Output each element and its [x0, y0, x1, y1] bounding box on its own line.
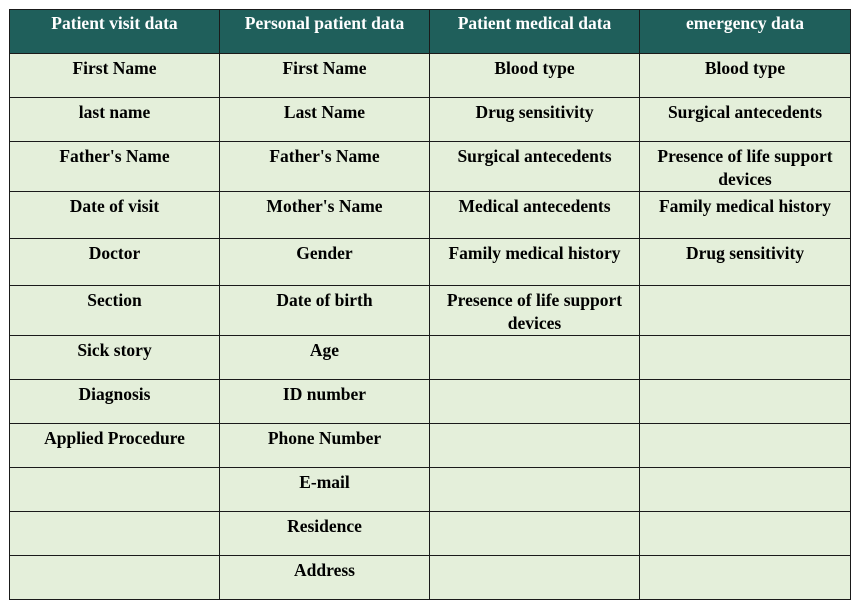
table-cell: Date of birth — [220, 286, 430, 336]
table-cell — [640, 336, 851, 380]
table-cell: Drug sensitivity — [430, 98, 640, 142]
table-row — [10, 512, 851, 556]
table-cell: Age — [220, 336, 430, 380]
table-cell: Surgical antecedents — [430, 142, 640, 192]
table-cell: Surgical antecedents — [640, 98, 851, 142]
table-cell: Family medical history — [430, 239, 640, 286]
table-cell: Blood type — [640, 54, 851, 98]
table-cell — [10, 512, 220, 556]
table-row — [10, 98, 851, 142]
table-cell: First Name — [220, 54, 430, 98]
table-row — [10, 380, 851, 424]
table-cell — [10, 556, 220, 600]
table-row — [10, 556, 851, 600]
table-cell — [430, 556, 640, 600]
table-cell: Applied Procedure — [10, 424, 220, 468]
table-cell: Date of visit — [10, 192, 220, 239]
table-cell — [640, 556, 851, 600]
table-row — [10, 54, 851, 98]
table-cell: Doctor — [10, 239, 220, 286]
header-row — [10, 10, 851, 54]
table-cell: last name — [10, 98, 220, 142]
table-cell: Blood type — [430, 54, 640, 98]
table-cell: Presence of life support devices — [430, 286, 640, 336]
table-row — [10, 192, 851, 239]
header-patient-visit-data: Patient visit data — [10, 10, 220, 54]
table-cell: Medical antecedents — [430, 192, 640, 239]
table-row — [10, 239, 851, 286]
table-cell: E-mail — [220, 468, 430, 512]
table-cell: Last Name — [220, 98, 430, 142]
table-cell: Family medical history — [640, 192, 851, 239]
table-cell: Residence — [220, 512, 430, 556]
table-cell: Diagnosis — [10, 380, 220, 424]
header-emergency-data: emergency data — [640, 10, 851, 54]
table-cell — [640, 380, 851, 424]
table-row — [10, 286, 851, 336]
table-cell: ID number — [220, 380, 430, 424]
table-cell: Sick story — [10, 336, 220, 380]
table-cell — [430, 424, 640, 468]
table-cell — [640, 286, 851, 336]
data-categories-table — [9, 9, 851, 600]
table-cell: Phone Number — [220, 424, 430, 468]
table-cell — [430, 468, 640, 512]
table-row — [10, 468, 851, 512]
header-patient-medical-data: Patient medical data — [430, 10, 640, 54]
table-cell — [640, 468, 851, 512]
table-row — [10, 424, 851, 468]
table-cell — [430, 512, 640, 556]
table-cell: Gender — [220, 239, 430, 286]
table-cell: Father's Name — [220, 142, 430, 192]
header-personal-patient-data: Personal patient data — [220, 10, 430, 54]
table-cell — [640, 512, 851, 556]
table-cell — [10, 468, 220, 512]
table-cell: Address — [220, 556, 430, 600]
table-cell — [430, 336, 640, 380]
table-cell — [640, 424, 851, 468]
table-cell: First Name — [10, 54, 220, 98]
table-cell: Section — [10, 286, 220, 336]
table-cell: Presence of life support devices — [640, 142, 851, 192]
table-cell: Drug sensitivity — [640, 239, 851, 286]
table-cell: Mother's Name — [220, 192, 430, 239]
table-cell — [430, 380, 640, 424]
table-row — [10, 336, 851, 380]
table-cell: Father's Name — [10, 142, 220, 192]
table-row — [10, 142, 851, 192]
